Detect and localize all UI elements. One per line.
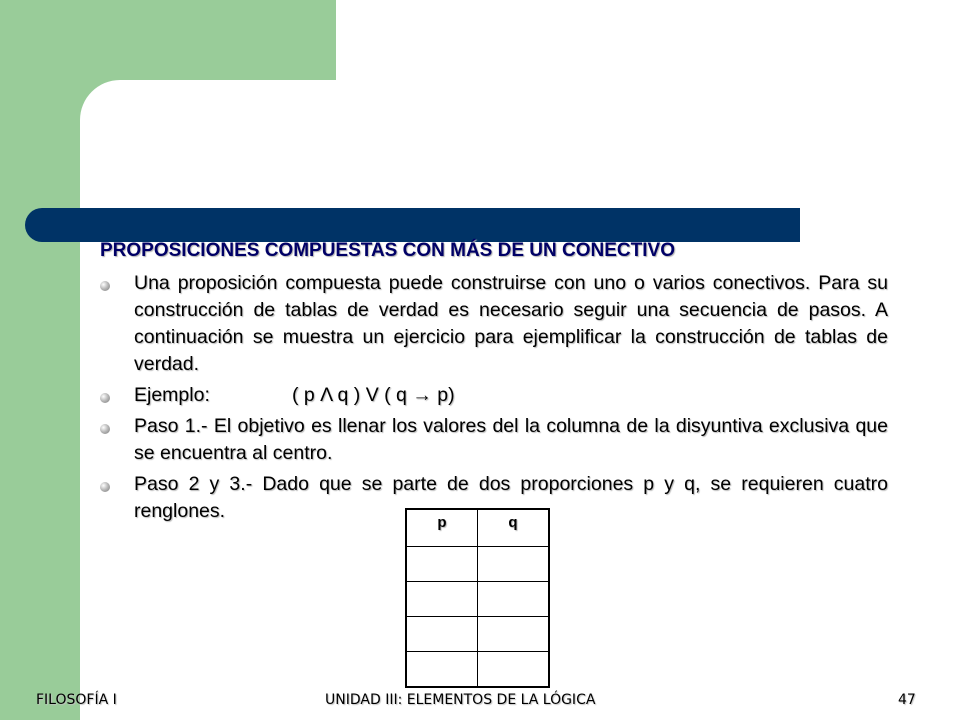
slide-heading: PROPOSICIONES COMPUESTAS CON MÁS DE UN CONECTIVO — [100, 240, 675, 261]
table-row — [406, 547, 549, 582]
table-cell — [406, 582, 478, 617]
table-cell — [478, 617, 550, 652]
column-header-q: q — [478, 509, 550, 547]
table-header-row — [406, 509, 549, 547]
footer-page-number: 47 — [898, 692, 916, 708]
bullet-text: Paso 1.- El objetivo es llenar los valores del la columna de la disyuntiva exclusiva que se encuentra al centro. — [134, 415, 888, 464]
left-green-band — [0, 0, 80, 720]
footer-unit: UNIDAD III: ELEMENTOS DE LA LÓGICA — [325, 692, 596, 708]
bullet-item — [100, 413, 888, 467]
bullet-icon — [100, 281, 110, 291]
title-bar — [25, 208, 800, 242]
column-header-p: p — [406, 509, 478, 547]
bullet-icon — [100, 424, 110, 434]
bullet-item-example — [100, 382, 888, 409]
bullet-icon — [100, 482, 110, 492]
bullet-text: Paso 2 y 3.- Dado que se parte de dos proporciones p y q, se requieren cuatro renglones. — [134, 473, 888, 522]
slide-content — [100, 240, 888, 529]
table-cell — [406, 652, 478, 688]
table-cell — [478, 582, 550, 617]
table-cell — [406, 617, 478, 652]
table-cell — [478, 652, 550, 688]
table-cell — [406, 547, 478, 582]
bullet-text: Una proposición compuesta puede construirse con uno o varios conectivos. Para su construcción de tablas de verdad es necesario seguir una secuencia de pasos. A continuación se muestra un ejercicio para ejemplificar la construcción de tablas de verdad. — [134, 272, 888, 375]
bullet-item — [100, 270, 888, 378]
bullet-icon — [100, 393, 110, 403]
bullet-list — [100, 270, 888, 525]
table-row — [406, 652, 549, 688]
example-label: Ejemplo: — [134, 384, 210, 406]
table-row — [406, 617, 549, 652]
example-formula: ( p Λ q ) V ( q → p) — [292, 384, 455, 406]
table-cell — [478, 547, 550, 582]
table-row — [406, 582, 549, 617]
truth-table — [405, 508, 550, 688]
footer-course: FILOSOFÍA I — [36, 692, 117, 708]
